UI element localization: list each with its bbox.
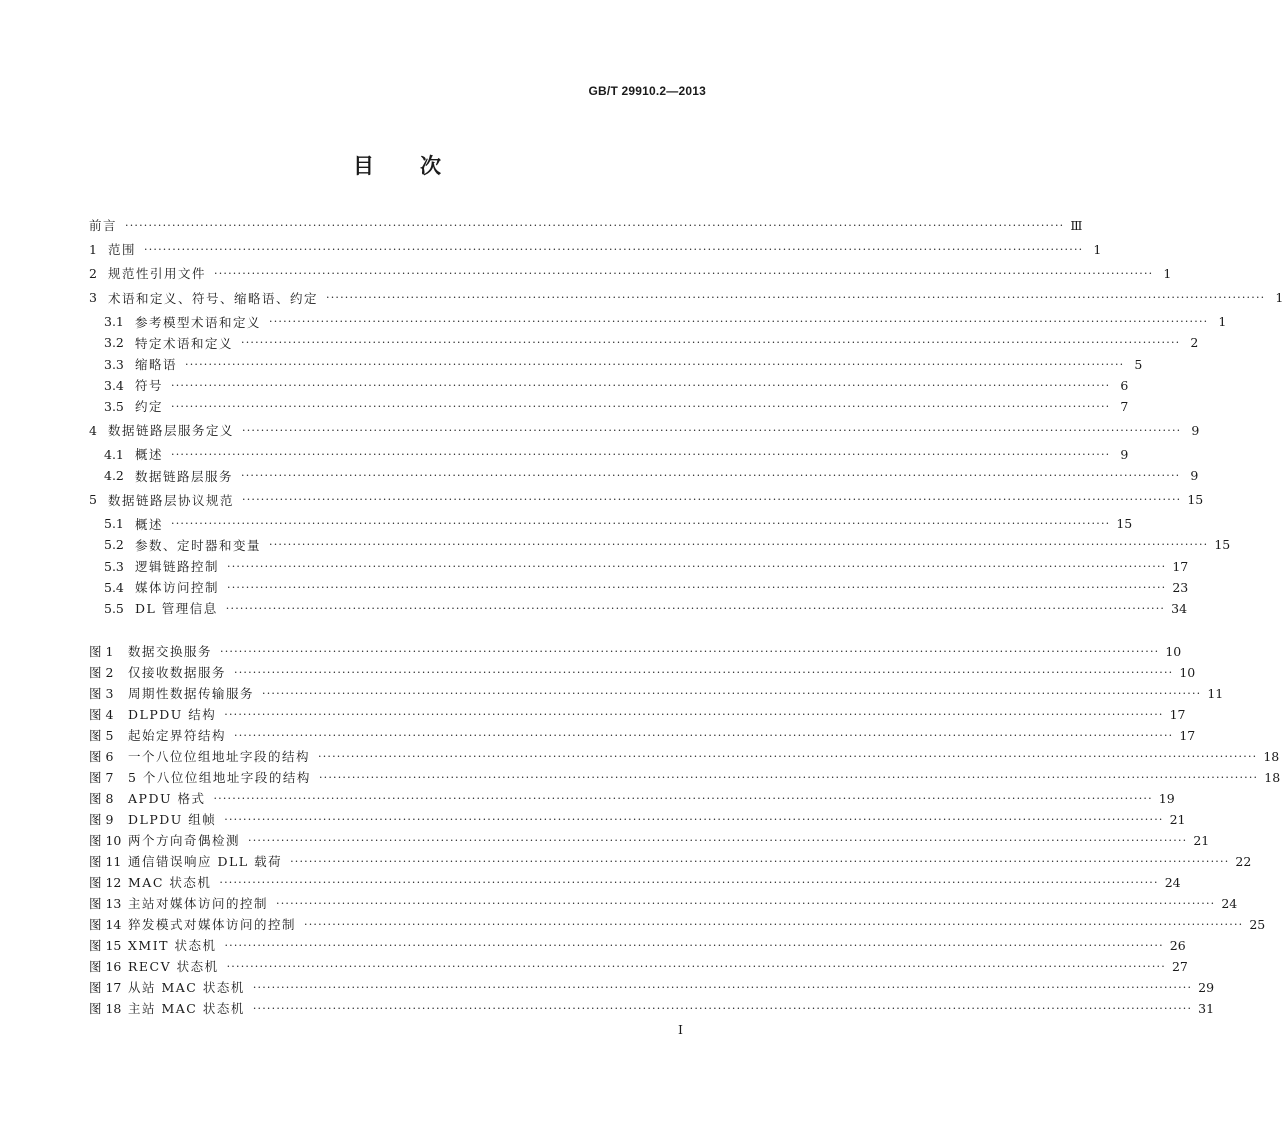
leader-dots: ········································································································································································································ bbox=[224, 707, 1164, 721]
toc-entry[interactable] bbox=[89, 598, 1188, 618]
section-title: 数据链路层协议规范 bbox=[108, 492, 235, 508]
figure-entry[interactable] bbox=[89, 956, 1188, 976]
figure-entry[interactable] bbox=[89, 662, 1196, 682]
figure-label: 图 16 bbox=[89, 959, 122, 974]
toc-entry[interactable] bbox=[89, 263, 1172, 283]
section-title: 符号 bbox=[135, 378, 164, 394]
page-ref: 27 bbox=[1171, 958, 1188, 974]
section-title: 前言 bbox=[89, 218, 118, 233]
section-number: 3 bbox=[89, 290, 97, 306]
page-ref: 1 bbox=[1163, 265, 1172, 281]
section-title: 概述 bbox=[135, 447, 164, 463]
figure-label: 图 7 bbox=[89, 770, 114, 785]
leader-dots: ········································································································································································································ bbox=[241, 336, 1181, 350]
section-number: 5.1 bbox=[104, 516, 124, 532]
figure-label: 图 4 bbox=[89, 707, 114, 722]
figure-entry[interactable] bbox=[89, 977, 1215, 997]
page-ref: 23 bbox=[1172, 579, 1189, 595]
figure-title: 周期性数据传输服务 bbox=[128, 686, 255, 701]
leader-dots: ········································································································································································································ bbox=[234, 728, 1174, 742]
leader-dots: ········································································································································································································ bbox=[227, 559, 1167, 573]
figure-label: 图 1 bbox=[89, 644, 114, 659]
figure-label: 图 5 bbox=[89, 728, 114, 743]
section-number: 4.2 bbox=[104, 468, 124, 484]
figure-label: 图 10 bbox=[89, 833, 122, 848]
toc-entry[interactable] bbox=[89, 215, 1083, 235]
leader-dots: ········································································································································································································ bbox=[326, 291, 1266, 305]
page-ref: 15 bbox=[1187, 492, 1204, 508]
figure-entry[interactable] bbox=[89, 998, 1215, 1018]
leader-dots: ········································································································································································································ bbox=[227, 580, 1167, 594]
section-title: 术语和定义、符号、缩略语、约定 bbox=[108, 290, 319, 306]
leader-dots: ········································································································································································································ bbox=[213, 791, 1153, 805]
page-ref: 15 bbox=[1116, 516, 1133, 532]
figure-entry[interactable] bbox=[89, 893, 1238, 913]
figure-title: 通信错误响应 DLL 载荷 bbox=[128, 854, 283, 869]
toc-entry[interactable] bbox=[89, 535, 1231, 555]
leader-dots: ········································································································································································································ bbox=[304, 917, 1244, 931]
leader-dots: ········································································································································································································ bbox=[226, 959, 1166, 973]
page-ref: 10 bbox=[1179, 664, 1196, 680]
figure-title: 数据交换服务 bbox=[128, 644, 213, 659]
figure-label: 图 18 bbox=[89, 1001, 122, 1016]
figure-title: 主站 MAC 状态机 bbox=[128, 1001, 245, 1016]
section-title: 约定 bbox=[135, 399, 164, 415]
page-ref: 21 bbox=[1169, 811, 1186, 827]
leader-dots: ········································································································································································································ bbox=[220, 644, 1160, 658]
figure-entry[interactable] bbox=[89, 767, 1281, 787]
figure-title: 两个方向奇偶检测 bbox=[128, 833, 241, 848]
figure-entry[interactable] bbox=[89, 809, 1186, 829]
section-number: 3.1 bbox=[104, 314, 124, 330]
section-title: 规范性引用文件 bbox=[108, 266, 207, 282]
page-ref: 19 bbox=[1158, 790, 1175, 806]
leader-dots: ········································································································································································································ bbox=[252, 980, 1193, 994]
figure-entry[interactable] bbox=[89, 746, 1280, 766]
section-number: 5.3 bbox=[104, 558, 124, 574]
leader-dots: ········································································································································································································ bbox=[276, 896, 1216, 910]
section-title: 媒体访问控制 bbox=[135, 580, 220, 596]
page-ref: 2 bbox=[1190, 335, 1199, 351]
leader-dots: ········································································································································································································ bbox=[248, 833, 1188, 847]
page-ref: 22 bbox=[1235, 853, 1252, 869]
figure-entry[interactable] bbox=[89, 641, 1182, 661]
figure-title: RECV 状态机 bbox=[128, 959, 219, 974]
figure-entry[interactable] bbox=[89, 725, 1196, 745]
page-ref: 25 bbox=[1249, 916, 1266, 932]
figure-title: DLPDU 组帧 bbox=[128, 812, 217, 827]
toc-entry[interactable] bbox=[89, 556, 1189, 576]
figure-title: XMIT 状态机 bbox=[128, 938, 217, 953]
page-ref: 11 bbox=[1207, 685, 1224, 701]
toc-entry[interactable] bbox=[89, 333, 1199, 353]
page-ref: 18 bbox=[1264, 769, 1281, 785]
section-title: 参考模型术语和定义 bbox=[135, 314, 262, 330]
figure-label: 图 13 bbox=[89, 896, 122, 911]
page-ref: 24 bbox=[1221, 895, 1238, 911]
page-ref: 17 bbox=[1172, 558, 1189, 574]
section-number: 1 bbox=[89, 241, 97, 257]
toc-entry[interactable] bbox=[89, 466, 1199, 486]
leader-dots: ········································································································································································································ bbox=[225, 601, 1166, 615]
toc-entry[interactable] bbox=[89, 354, 1143, 374]
section-number: 3.3 bbox=[104, 356, 124, 372]
toc-entry[interactable] bbox=[89, 420, 1200, 440]
figure-title: 仅接收数据服务 bbox=[128, 665, 227, 680]
toc-entry[interactable] bbox=[89, 288, 1283, 308]
page-ref: 15 bbox=[1214, 537, 1231, 553]
page-ref: 5 bbox=[1134, 356, 1143, 372]
figure-entry[interactable] bbox=[89, 851, 1252, 871]
section-title: 缩略语 bbox=[135, 357, 178, 372]
section-number: 3.4 bbox=[104, 377, 124, 393]
figure-title: 猝发模式对媒体访问的控制 bbox=[128, 917, 297, 932]
page-ref: 17 bbox=[1169, 706, 1186, 722]
figure-label: 图 3 bbox=[89, 686, 114, 701]
figure-title: 起始定界符结构 bbox=[128, 728, 227, 743]
toc-entry[interactable] bbox=[89, 444, 1129, 464]
page-ref: 1 bbox=[1275, 290, 1283, 306]
figure-title: 一个八位位组地址字段的结构 bbox=[128, 749, 311, 764]
page-ref: 9 bbox=[1191, 422, 1200, 438]
leader-dots: ········································································································································································································ bbox=[290, 854, 1230, 868]
figure-label: 图 8 bbox=[89, 791, 114, 806]
figure-title: 主站对媒体访问的控制 bbox=[128, 896, 269, 911]
figure-label: 图 12 bbox=[89, 875, 122, 890]
figure-entry[interactable] bbox=[89, 788, 1175, 808]
leader-dots: ········································································································································································································ bbox=[269, 538, 1209, 552]
figure-title: 5 个八位位组地址字段的结构 bbox=[128, 770, 311, 785]
figure-label: 图 17 bbox=[89, 980, 122, 995]
section-title: 逻辑链路控制 bbox=[135, 559, 220, 574]
section-number: 5.5 bbox=[104, 600, 124, 616]
page-ref: Ⅲ bbox=[1070, 217, 1083, 233]
leader-dots: ········································································································································································································ bbox=[252, 1001, 1193, 1015]
page-ref: 34 bbox=[1171, 600, 1188, 616]
leader-dots: ········································································································································································································ bbox=[171, 447, 1111, 461]
page-number: I bbox=[678, 1022, 683, 1037]
figure-title: DLPDU 结构 bbox=[128, 707, 217, 722]
toc-entry[interactable] bbox=[89, 396, 1129, 416]
figure-label: 图 11 bbox=[89, 854, 122, 869]
page-ref: 24 bbox=[1164, 874, 1181, 890]
section-title: 数据链路层服务 bbox=[135, 468, 234, 484]
leader-dots: ········································································································································································································ bbox=[318, 770, 1259, 784]
leader-dots: ········································································································································································································ bbox=[242, 423, 1182, 437]
page-ref: 31 bbox=[1198, 1000, 1215, 1016]
leader-dots: ········································································································································································································ bbox=[185, 357, 1125, 371]
section-number: 3.5 bbox=[104, 398, 124, 414]
page-ref: 17 bbox=[1179, 727, 1196, 743]
leader-dots: ········································································································································································································ bbox=[125, 218, 1065, 232]
toc-entry[interactable] bbox=[89, 375, 1129, 395]
section-title: 概述 bbox=[135, 516, 164, 532]
section-title: 特定术语和定义 bbox=[135, 335, 234, 351]
toc-entry[interactable] bbox=[89, 239, 1102, 259]
section-number: 5.2 bbox=[104, 537, 124, 553]
figure-label: 图 14 bbox=[89, 917, 122, 932]
leader-dots: ········································································································································································································ bbox=[171, 378, 1111, 392]
figure-title: 从站 MAC 状态机 bbox=[128, 980, 245, 995]
section-number: 5 bbox=[89, 492, 97, 508]
leader-dots: ········································································································································································································ bbox=[241, 469, 1181, 483]
section-title: DL 管理信息 bbox=[135, 601, 218, 617]
leader-dots: ········································································································································································································ bbox=[224, 938, 1164, 952]
page-ref: 26 bbox=[1169, 937, 1186, 953]
toc-entry[interactable] bbox=[89, 577, 1189, 597]
leader-dots: ········································································································································································································ bbox=[269, 315, 1209, 329]
figure-title: APDU 格式 bbox=[128, 791, 206, 806]
page-ref: 6 bbox=[1120, 377, 1129, 393]
toc-entry[interactable] bbox=[89, 312, 1227, 332]
section-number: 2 bbox=[89, 265, 97, 281]
leader-dots: ········································································································································································································ bbox=[144, 242, 1084, 256]
page-ref: 10 bbox=[1165, 643, 1182, 659]
section-number: 4 bbox=[89, 422, 97, 438]
figure-label: 图 9 bbox=[89, 812, 114, 827]
page-ref: 29 bbox=[1198, 979, 1215, 995]
leader-dots: ········································································································································································································ bbox=[234, 665, 1174, 679]
page-ref: 1 bbox=[1093, 241, 1102, 257]
figure-label: 图 15 bbox=[89, 938, 122, 953]
standard-code: GB/T 29910.2—2013 bbox=[588, 84, 706, 98]
leader-dots: ········································································································································································································ bbox=[262, 686, 1202, 700]
figure-entry[interactable] bbox=[89, 704, 1186, 724]
section-title: 参数、定时器和变量 bbox=[135, 537, 262, 553]
toc-entry[interactable] bbox=[89, 514, 1133, 534]
figure-title: MAC 状态机 bbox=[128, 875, 212, 890]
figure-entry[interactable] bbox=[89, 914, 1266, 934]
figure-label: 图 6 bbox=[89, 749, 114, 764]
figure-label: 图 2 bbox=[89, 665, 114, 680]
figure-entry[interactable] bbox=[89, 935, 1186, 955]
figure-entry[interactable] bbox=[89, 872, 1181, 892]
leader-dots: ········································································································································································································ bbox=[224, 812, 1164, 826]
leader-dots: ········································································································································································································ bbox=[318, 749, 1258, 763]
figure-entry[interactable] bbox=[89, 683, 1224, 703]
page-ref: 21 bbox=[1193, 832, 1210, 848]
section-title: 范围 bbox=[108, 242, 137, 258]
leader-dots: ········································································································································································································ bbox=[219, 875, 1159, 889]
leader-dots: ········································································································································································································ bbox=[214, 266, 1154, 280]
page-ref: 9 bbox=[1120, 446, 1129, 462]
section-number: 4.1 bbox=[104, 446, 124, 462]
section-number: 5.4 bbox=[104, 579, 124, 595]
page-title: 目次 bbox=[353, 154, 487, 178]
leader-dots: ········································································································································································································ bbox=[171, 399, 1111, 413]
page-ref: 18 bbox=[1263, 748, 1280, 764]
leader-dots: ········································································································································································································ bbox=[171, 517, 1111, 531]
page-ref: 1 bbox=[1218, 314, 1227, 330]
figure-entry[interactable] bbox=[89, 830, 1210, 850]
page-ref: 7 bbox=[1120, 398, 1129, 414]
section-title: 数据链路层服务定义 bbox=[108, 423, 235, 439]
page-ref: 9 bbox=[1190, 468, 1199, 484]
section-number: 3.2 bbox=[104, 335, 124, 351]
leader-dots: ········································································································································································································ bbox=[242, 493, 1182, 507]
toc-entry[interactable] bbox=[89, 490, 1204, 510]
